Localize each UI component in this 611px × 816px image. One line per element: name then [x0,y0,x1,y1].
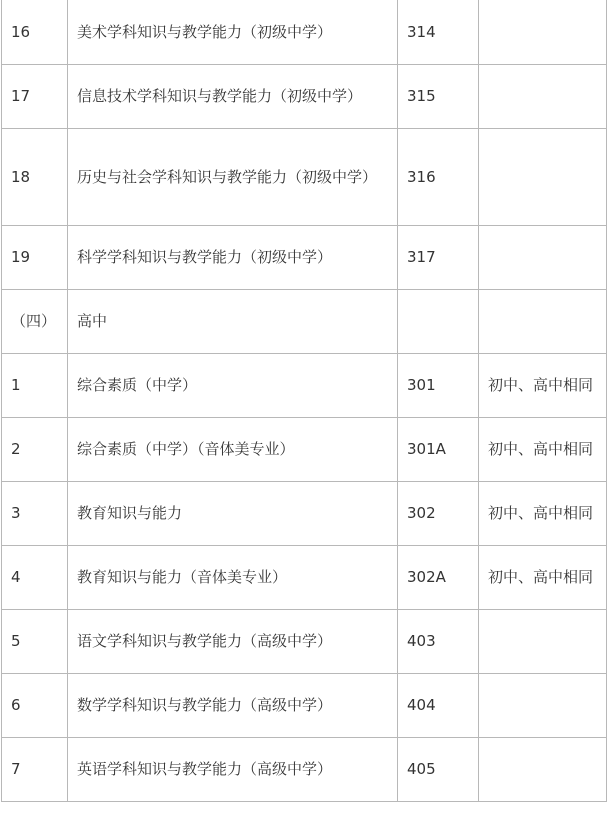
table-row [2,128,607,225]
row-number: 1 [2,353,68,417]
row-number: 16 [2,0,68,64]
subject-code: 404 [398,673,479,737]
subject-name: 综合素质（中学） [68,353,398,417]
row-number: 4 [2,545,68,609]
subject-name: 历史与社会学科知识与教学能力（初级中学） [68,128,398,225]
row-number: 6 [2,673,68,737]
subject-name: 数学学科知识与教学能力（高级中学） [68,673,398,737]
subject-note [479,64,607,128]
exam-subject-table [1,0,607,802]
row-number: 2 [2,417,68,481]
subject-note [479,289,607,353]
subject-code [398,289,479,353]
table-row [2,0,607,64]
row-number: 7 [2,737,68,801]
subject-name: 综合素质（中学）（音体美专业） [68,417,398,481]
subject-code: 405 [398,737,479,801]
subject-note: 初中、高中相同 [479,481,607,545]
row-number: 5 [2,609,68,673]
subject-name: 教育知识与能力 [68,481,398,545]
table-row [2,737,607,801]
subject-name: 教育知识与能力（音体美专业） [68,545,398,609]
table-row [2,64,607,128]
subject-code: 316 [398,128,479,225]
subject-name: 美术学科知识与教学能力（初级中学） [68,0,398,64]
subject-code: 314 [398,0,479,64]
subject-name: 语文学科知识与教学能力（高级中学） [68,609,398,673]
subject-name: 科学学科知识与教学能力（初级中学） [68,225,398,289]
row-number: 18 [2,128,68,225]
subject-note [479,225,607,289]
table-row [2,673,607,737]
subject-code: 302 [398,481,479,545]
subject-code: 315 [398,64,479,128]
subject-note [479,673,607,737]
subject-code: 301A [398,417,479,481]
section-header-row [2,289,607,353]
row-number: 19 [2,225,68,289]
table-row [2,609,607,673]
row-number: 3 [2,481,68,545]
subject-note [479,737,607,801]
subject-note [479,609,607,673]
subject-name: 英语学科知识与教学能力（高级中学） [68,737,398,801]
table-row [2,481,607,545]
subject-note [479,0,607,64]
table-row [2,417,607,481]
subject-code: 317 [398,225,479,289]
subject-note: 初中、高中相同 [479,545,607,609]
table-row [2,225,607,289]
subject-code: 301 [398,353,479,417]
table-row [2,545,607,609]
table-row [2,353,607,417]
subject-note [479,128,607,225]
subject-code: 403 [398,609,479,673]
section-title: 高中 [68,289,398,353]
subject-name: 信息技术学科知识与教学能力（初级中学） [68,64,398,128]
subject-note: 初中、高中相同 [479,417,607,481]
row-number: 17 [2,64,68,128]
section-number: （四） [2,289,68,353]
subject-code: 302A [398,545,479,609]
subject-note: 初中、高中相同 [479,353,607,417]
